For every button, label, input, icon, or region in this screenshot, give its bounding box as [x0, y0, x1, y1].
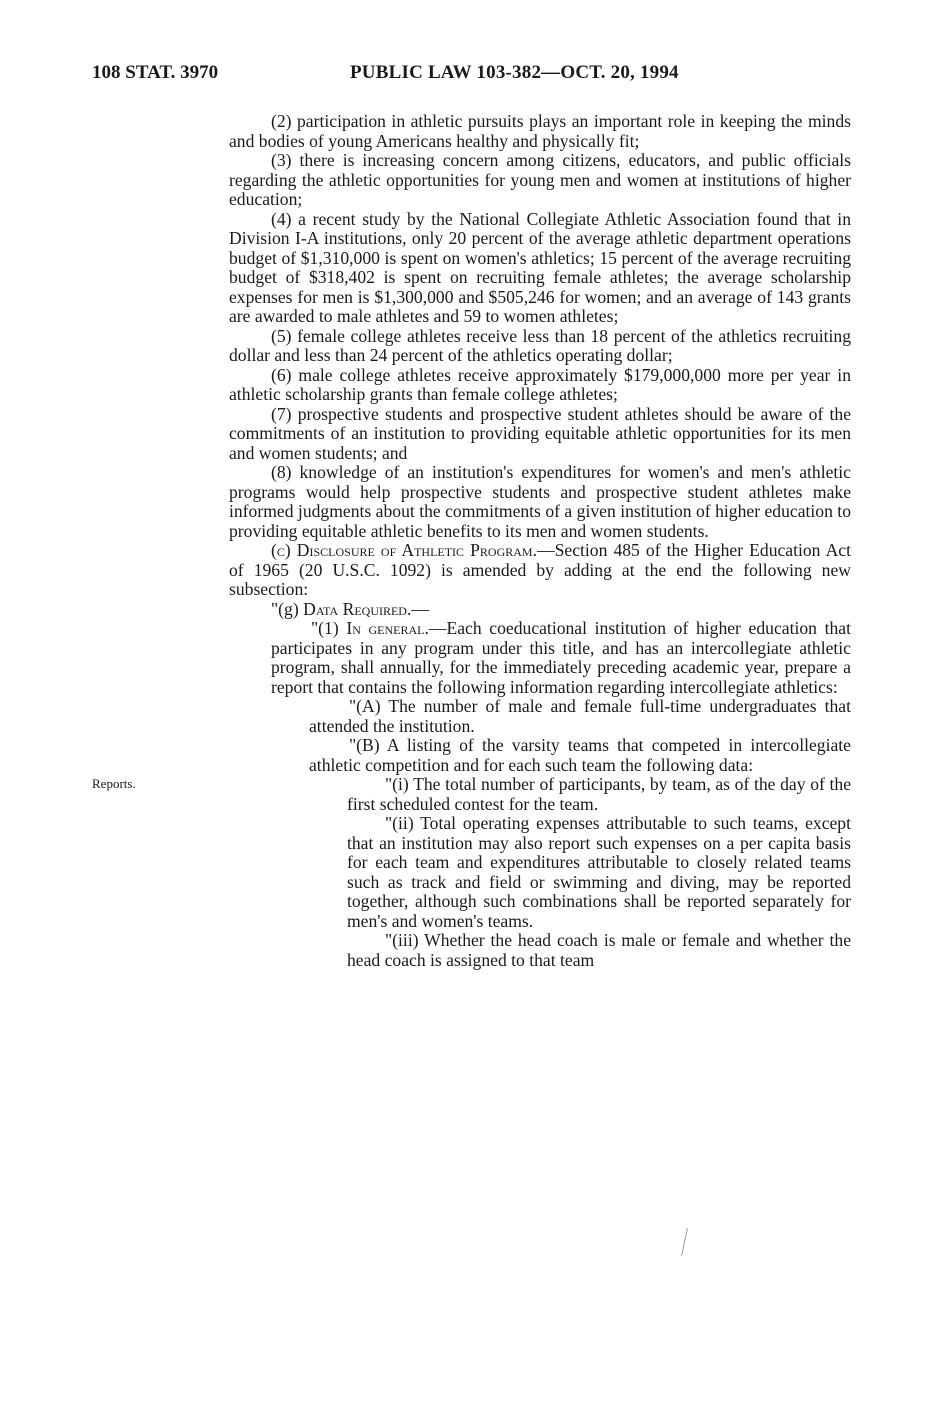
paragraph-1-text: —Each coeducational institution of higher education that participates in any program under this title, and has an intercollegiate athletic program, shall annually, for the immediately preceding academic year, prepare a report that contains the following information regarding intercollegiate athletics: — [271, 618, 851, 697]
finding-3: (3) there is increasing concern among citizens, educators, and public officials regarding the athletic opportunities for young men and women at institutions of higher education; — [229, 150, 851, 209]
paragraph-1-heading: In general. — [346, 618, 429, 638]
clause-i: "(i) The total number of participants, by team, as of the day of the first scheduled contest for the team. — [347, 774, 851, 814]
subsection-g — [229, 600, 851, 620]
stray-pen-mark — [681, 1228, 688, 1256]
paragraph-1 — [271, 619, 851, 697]
clause-ii: "(ii) Total operating expenses attributable to such teams, except that an institution may also report such expenses on a per capita basis for each team and expenditures attributable to closely related teams such as track and field or swimming and diving, may be reported together, although such combinations shall be reported separately for men's and women's teams. — [347, 813, 851, 931]
stat-page-number: 108 STAT. 3970 — [92, 62, 219, 83]
subparagraph-a: "(A) The number of male and female full-time undergraduates that attended the institution. — [309, 696, 851, 736]
paragraph-1-prefix: "(1) — [311, 618, 347, 638]
section-c — [229, 541, 851, 600]
subsection-g-heading: Data Required. — [303, 598, 412, 619]
body-text — [229, 112, 851, 970]
page-header — [92, 62, 812, 86]
section-c-text: —Section 485 of the Higher Education Act of 1965 (20 U.S.C. 1092) is amended by adding at the end the following new subsection: — [229, 540, 851, 599]
finding-6: (6) male college athletes receive approximately $179,000,000 more per year in athletic scholarship grants than female college athletes; — [229, 364, 851, 404]
section-c-heading: (c) Disclosure of Athletic Program. — [271, 540, 537, 560]
finding-7: (7) prospective students and prospective student athletes should be aware of the commitments of an institution to providing equitable athletic opportunities for its men and women students; and — [229, 403, 851, 463]
law-citation: PUBLIC LAW 103-382—OCT. 20, 1994 — [350, 62, 679, 83]
subsection-g-prefix: "(g) — [271, 598, 304, 619]
subsection-g-suffix: — — [411, 598, 429, 619]
subparagraph-b: "(B) A listing of the varsity teams that competed in intercollegiate athletic competition and for each such team the following data: — [309, 735, 851, 775]
finding-5: (5) female college athletes receive less than 18 percent of the athletics recruiting dollar and less than 24 percent of the athletics operating dollar; — [229, 325, 851, 365]
margin-note: Reports. — [92, 776, 136, 791]
finding-2: (2) participation in athletic pursuits plays an important role in keeping the minds and bodies of young Americans healthy and physically fit; — [229, 111, 851, 151]
finding-8: (8) knowledge of an institution's expenditures for women's and men's athletic programs would help prospective students and prospective student athletes make informed judgments about the commitments of a given institution of higher education to providing equitable athletic benefits to its men and women students. — [229, 462, 851, 541]
clause-iii: "(iii) Whether the head coach is male or female and whether the head coach is assigned to that team — [347, 930, 851, 970]
finding-4: (4) a recent study by the National Collegiate Athletic Association found that in Division I-A institutions, only 20 percent of the average athletic department operations budget of $1,310,000 is spent on women's athletics; 15 percent of the average recruiting budget of $318,402 is spent on recruiting female athletes; the average scholarship expenses for men is $1,300,000 and $505,246 for women; and an average of 143 grants are awarded to male athletes and 59 to women athletes; — [229, 208, 851, 326]
